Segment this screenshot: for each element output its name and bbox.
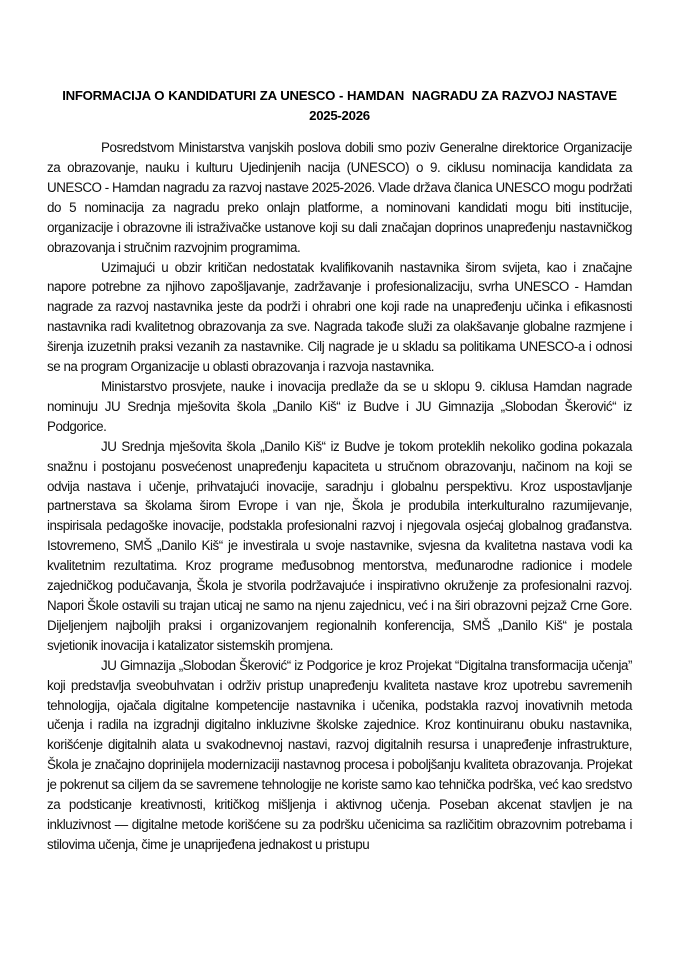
page-title: INFORMACIJA O KANDIDATURI ZA UNESCO - HAMDAN NAGRADU ZA RAZVOJ NASTAVE 2025-2026 (62, 88, 621, 124)
paragraph-intro: Posredstvom Ministarstva vanjskih poslova dobili smo poziv Generalne direktorice Organizacije za obrazovanje, nauku i kulturu Ujedinjenih nacija (UNESCO) o 9. ciklusu nominacija kandidata za UNESCO - Hamdan nagradu za razvoj nastave 2025-2026. Vlade država članica UNESCO mogu podržati do 5 nominacija za nagradu preko onlajn platforme, a nominovani kandidati mogu biti institucije, organizacije i obrazovne ili istraživačke ustanove koji su dali značajan doprinos unapređenju nastavničkog obrazovanja i stručnim razvojnim programima. (47, 140, 632, 255)
document-body (47, 86, 632, 855)
paragraph-danilo-kis: JU Srednja mješovita škola „Danilo Kiš“ iz Budve je tokom proteklih nekoliko godina pokazala snažnu i postojanu posvećenost unapređenju kapaciteta u stručnom obrazovanju, načinom na koji se odvija nastava i učenje, prihvatajući inovacije, saradnju i globalnu perspektivu. Kroz uspostavljanje partnerstava sa školama širom Evrope i van nje, Škola je produbila interkulturalno razumijevanje, inspirisala pedagoške inovacije, podstakla profesionalni razvoj i njegovala osjećaj globalnog građanstva. Istovremeno, SMŠ „Danilo Kiš“ je investirala u svoje nastavnike, svjesna da kvalitetna nastava vodi ka kvalitetnim rezultatima. Kroz programe međusobnog mentorstva, međunarodne radionice i modele zajedničkog podučavanja, Škola je stvorila podržavajuće i inspirativno okruženje za profesionalni razvoj. Napori Škole ostavili su trajan uticaj ne samo na njenu zajednicu, već i na širi obrazovni pejzaž Crne Gore. Dijeljenjem najboljih praksi i organizovanjem regionalnih konferencija, SMŠ „Danilo Kiš“ je postala svjetionik inovacija i katalizator sistemskih promjena. (47, 438, 632, 653)
paragraph-nominees: Ministarstvo prosvjete, nauke i inovacija predlaže da se u sklopu 9. ciklusa Hamdan nagrade nominuju JU Srednja mješovita škola „Danilo Kiš“ iz Budve i JU Gimnazija „Slobodan Škerović“ iz Podgorice. (47, 379, 632, 434)
paragraph-purpose: Uzimajući u obzir kritičan nedostatak kvalifikovanih nastavnika širom svijeta, kao i značajne napore potrebne za njihovo zapošljavanje, zadržavanje i profesionalizaciju, svrha UNESCO - Hamdan nagrade za razvoj nastavnika jeste da podrži i ohrabri one koji rade na unapređenju učinka i efikasnosti nastavnika radi kvalitetnog obrazovanja za sve. Nagrada takođe služi za olakšavanje globalne razmjene i širenja izuzetnih praksi vezanih za nastavnike. Cilj nagrade je u skladu sa politikama UNESCO-a i odnosi se na program Organizacije u oblasti obrazovanja i razvoja nastavnika. (47, 259, 632, 375)
paragraph-slobodan-skerovic: JU Gimnazija „Slobodan Škerović“ iz Podgorice je kroz Projekat “Digitalna transformacija učenja” koji predstavlja sveobuhvatan i održiv pristup unapređenju kvaliteta nastave kroz upotrebu savremenih tehnologija, ojačala digitalne kompetencije nastavnika i učenika, podstakla razvoj inovativnih metoda učenja i radila na izgradnji digitalno inkluzivne školske zajednice. Kroz kontinuiranu obuku nastavnika, korišćenje digitalnih alata u svakodnevnoj nastavi, razvoj digitalnih resursa i unapređenje infrastrukture, Škola je značajno doprinijela modernizaciji nastavnog procesa i poboljšanju kvaliteta obrazovanja. Projekat je pokrenut sa ciljem da se savremene tehnologije ne koriste samo kao tehnička podrška, već kao sredstvo za podsticanje kreativnosti, kritičkog mišljenja i aktivnog učenja. Poseban akcenat stavljen je na inkluzivnost — digitalne metode korišćene su za podršku učenicima sa različitim obrazovnim potrebama i stilovima učenja, čime je unaprijeđena jednakost u pristupu (47, 657, 632, 852)
